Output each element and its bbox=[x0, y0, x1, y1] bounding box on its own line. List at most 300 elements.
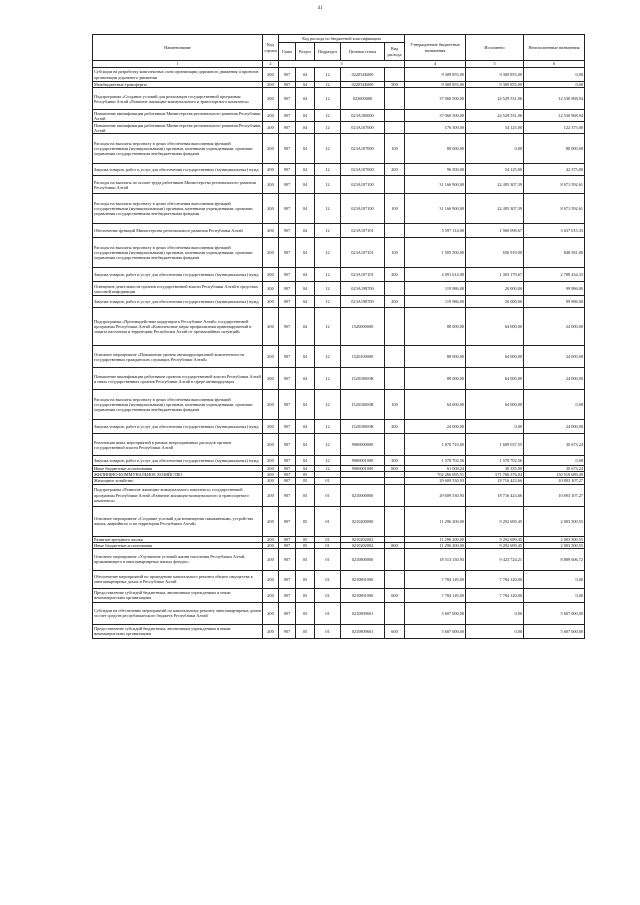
cell-name: Развитие арендного жилья bbox=[93, 536, 263, 542]
cell-target: 023A107000 bbox=[341, 164, 385, 176]
table-row bbox=[93, 484, 585, 506]
table-row bbox=[93, 164, 585, 176]
cell-razdel: 04 bbox=[296, 456, 315, 466]
cell-name: Субсидии на разработку комплексных схем организации дорожного движения и проектов организации дорожного движения bbox=[93, 68, 263, 82]
cell-approved: 88 000,00 bbox=[405, 368, 466, 390]
cell-unexecuted: 80 000,00 bbox=[524, 134, 585, 164]
cell-unexecuted: 2 003 500,55 bbox=[524, 536, 585, 542]
cell-vid bbox=[385, 176, 405, 194]
cell-approved: 37 060 500,00 bbox=[405, 88, 466, 110]
cell-glava: 907 bbox=[279, 88, 296, 110]
cell-podrazdel: 12 bbox=[315, 68, 341, 82]
table-row bbox=[93, 134, 585, 164]
cell-executed: 0,00 bbox=[466, 602, 524, 624]
cell-vid: 200 bbox=[385, 164, 405, 176]
cell-podrazdel: 01 bbox=[315, 484, 341, 506]
cell-glava: 907 bbox=[279, 164, 296, 176]
cell-name: Закупка товаров, работ и услуг для обеспечения государственных (муниципальных) нужд bbox=[93, 296, 263, 308]
cell-approved: 11 296 200,00 bbox=[405, 542, 466, 548]
cell-glava: 907 bbox=[279, 588, 296, 602]
cell-razdel: 04 bbox=[296, 194, 315, 224]
cell-razdel: 05 bbox=[296, 472, 315, 478]
cell-glava: 907 bbox=[279, 548, 296, 570]
cell-executed: 1 609 037,55 bbox=[466, 434, 524, 456]
cell-code: 200 bbox=[263, 194, 279, 224]
cell-code: 200 bbox=[263, 122, 279, 134]
cell-code: 200 bbox=[263, 68, 279, 82]
table-row bbox=[93, 456, 585, 466]
cell-unexecuted: 0,00 bbox=[524, 456, 585, 466]
cell-executed: 64 000,00 bbox=[466, 368, 524, 390]
cell-approved: 31 166 900,00 bbox=[405, 176, 466, 194]
cell-executed: 9 292 699,45 bbox=[466, 536, 524, 542]
cell-executed: 54 125,00 bbox=[466, 164, 524, 176]
table-body bbox=[93, 68, 585, 639]
cell-executed: 24 529 531,06 bbox=[466, 88, 524, 110]
table-row bbox=[93, 68, 585, 82]
cell-approved: 88 000,00 bbox=[405, 346, 466, 368]
cell-code: 200 bbox=[263, 390, 279, 420]
cell-podrazdel: 12 bbox=[315, 346, 341, 368]
cell-executed: 9 309 855,00 bbox=[466, 68, 524, 82]
col-podrazdel-header: Подраздел bbox=[315, 43, 341, 61]
cell-name: Основное мероприятие «Создание условий для возмещения скважинными, устройства жилья, аварийного и на территории Республики Алтай» bbox=[93, 506, 263, 536]
cell-podrazdel: 01 bbox=[315, 624, 341, 638]
cell-target: 152010000K bbox=[341, 390, 385, 420]
cell-approved: 11 296 200,00 bbox=[405, 536, 466, 542]
cell-target: 0210202002 bbox=[341, 536, 385, 542]
cell-razdel: 04 bbox=[296, 82, 315, 88]
cell-razdel: 04 bbox=[296, 176, 315, 194]
cell-executed: 0,00 bbox=[466, 420, 524, 434]
table-row bbox=[93, 434, 585, 456]
cell-glava: 907 bbox=[279, 542, 296, 548]
cell-code: 200 bbox=[263, 484, 279, 506]
cell-glava: 907 bbox=[279, 296, 296, 308]
budget-execution-table bbox=[92, 34, 585, 639]
cell-name: Подпрограмма «Создание условий для реализации государственной программы Республики Алтай «Развитие жилищно-коммунального и транспортного комплекса» bbox=[93, 88, 263, 110]
cell-vid bbox=[385, 282, 405, 296]
cell-glava: 907 bbox=[279, 434, 296, 456]
cell-glava: 907 bbox=[279, 110, 296, 122]
cell-glava: 907 bbox=[279, 472, 296, 478]
cell-unexecuted: 24 000,00 bbox=[524, 368, 585, 390]
cell-name: Закупка товаров, работ и услуг для обеспечения государственных (муниципальных) нужд bbox=[93, 456, 263, 466]
cell-vid bbox=[385, 110, 405, 122]
cell-approved: 31 166 900,00 bbox=[405, 194, 466, 224]
table-row bbox=[93, 602, 585, 624]
cell-executed: 0,00 bbox=[466, 134, 524, 164]
cell-approved: 5 607 000,00 bbox=[405, 602, 466, 624]
table-row bbox=[93, 296, 585, 308]
cell-name: Расходы на выплаты по оплате труда работников Министерства регионального развития Республики Алтай bbox=[93, 176, 263, 194]
cell-target: 023A107100 bbox=[341, 194, 385, 224]
page-number: 41 bbox=[317, 6, 323, 11]
cell-name: Подпрограмма «Противодействие коррупции в Республике Алтай» государственной программы Республики Алтай «Комплексные меры профилактики правонарушений и защита населения и территории Республики Алтай от чрезвычайных ситуаций» bbox=[93, 308, 263, 346]
cell-name: Подпрограмма «Развитие жилищно-коммунального комплекса» государственной программы Республики Алтай «Развитие жилищно-коммунального и транспортного комплекса» bbox=[93, 484, 263, 506]
cell-executed: 20 000,00 bbox=[466, 296, 524, 308]
cell-approved: 4 091 614,00 bbox=[405, 268, 466, 282]
cell-executed: 9 423 724,21 bbox=[466, 548, 524, 570]
cell-unexecuted: 99 986,00 bbox=[524, 282, 585, 296]
cell-code: 200 bbox=[263, 420, 279, 434]
cell-podrazdel: 12 bbox=[315, 176, 341, 194]
cell-target: 9900000000 bbox=[341, 434, 385, 456]
cell-name: Закупка товаров, работ и услуг для обеспечения государственных (муниципальных) нужд bbox=[93, 164, 263, 176]
cell-executed: 22 495 307,39 bbox=[466, 176, 524, 194]
cell-target: 023A107000 bbox=[341, 122, 385, 134]
cell-razdel: 04 bbox=[296, 268, 315, 282]
cell-approved: 7 784 120,00 bbox=[405, 570, 466, 588]
cell-target: 022054Б000 bbox=[341, 82, 385, 88]
cell-approved: 5 607 000,00 bbox=[405, 624, 466, 638]
cell-code: 200 bbox=[263, 176, 279, 194]
cell-approved: 119 986,00 bbox=[405, 296, 466, 308]
cell-target: 152010000K bbox=[341, 420, 385, 434]
cell-name: Предоставление субсидий бюджетным, автономным учреждениям и иным некоммерческим организациям bbox=[93, 588, 263, 602]
cell-approved: 9 309 855,00 bbox=[405, 68, 466, 82]
cell-executed: 7 784 120,00 bbox=[466, 570, 524, 588]
cell-code: 200 bbox=[263, 296, 279, 308]
table-row bbox=[93, 238, 585, 268]
cell-code: 200 bbox=[263, 164, 279, 176]
cell-unexecuted: 24 000,00 bbox=[524, 308, 585, 346]
cell-razdel: 05 bbox=[296, 548, 315, 570]
cell-razdel: 04 bbox=[296, 110, 315, 122]
cell-unexecuted: 12 530 968,94 bbox=[524, 88, 585, 110]
cell-name: Субсидии на обеспечение мероприятий по капитальному ремонту многоквартирных домов за счет средств республиканского бюджета Республики Алтай bbox=[93, 602, 263, 624]
table-row bbox=[93, 110, 585, 122]
cell-name: Расходы на выплаты персоналу в целях обеспечения выполнения функций государственными (муниципальными) органами, казенными учреждениями, органами управления государственными внебюджетными фондами bbox=[93, 194, 263, 224]
cell-name: Освещение деятельности органов государственной власти Республики Алтай в средствах массовой информации bbox=[93, 282, 263, 296]
cell-target: 023A198700 bbox=[341, 296, 385, 308]
cell-code: 200 bbox=[263, 588, 279, 602]
cell-approved: 18 313 330,93 bbox=[405, 548, 466, 570]
cell-unexecuted: 5 607 000,00 bbox=[524, 602, 585, 624]
cell-razdel: 04 bbox=[296, 164, 315, 176]
cell-podrazdel: 12 bbox=[315, 420, 341, 434]
cell-podrazdel: 12 bbox=[315, 296, 341, 308]
col-index: 5 bbox=[466, 61, 524, 68]
cell-code: 200 bbox=[263, 478, 279, 484]
cell-approved: 5 597 114,00 bbox=[405, 224, 466, 238]
cell-executed: 9 309 855,00 bbox=[466, 82, 524, 88]
cell-glava: 907 bbox=[279, 194, 296, 224]
cell-glava: 907 bbox=[279, 466, 296, 472]
col-code-header: Код строки bbox=[263, 35, 279, 61]
col-vid-header: Вид расхода bbox=[385, 43, 405, 61]
cell-approved: 1 578 702,56 bbox=[405, 456, 466, 466]
cell-vid: 200 bbox=[385, 268, 405, 282]
cell-code: 200 bbox=[263, 472, 279, 478]
cell-glava: 907 bbox=[279, 506, 296, 536]
cell-target: 023A107101 bbox=[341, 238, 385, 268]
cell-glava: 907 bbox=[279, 238, 296, 268]
col-razdel-header: Раздел bbox=[296, 43, 315, 61]
cell-approved: 29 609 530,93 bbox=[405, 478, 466, 484]
cell-executed: 656 919,00 bbox=[466, 238, 524, 268]
cell-unexecuted: 24 000,00 bbox=[524, 346, 585, 368]
cell-approved: 24 000,00 bbox=[405, 420, 466, 434]
cell-podrazdel: 12 bbox=[315, 434, 341, 456]
cell-podrazdel: 01 bbox=[315, 478, 341, 484]
cell-podrazdel: 12 bbox=[315, 238, 341, 268]
cell-vid: 800 bbox=[385, 466, 405, 472]
cell-podrazdel: 12 bbox=[315, 390, 341, 420]
cell-podrazdel: 12 bbox=[315, 164, 341, 176]
cell-approved: 96 500,00 bbox=[405, 164, 466, 176]
cell-podrazdel: 12 bbox=[315, 282, 341, 296]
cell-podrazdel: 12 bbox=[315, 308, 341, 346]
cell-target: 9900001000 bbox=[341, 456, 385, 466]
cell-podrazdel: 01 bbox=[315, 602, 341, 624]
cell-vid bbox=[385, 506, 405, 536]
cell-unexecuted: 8 671 592,61 bbox=[524, 194, 585, 224]
cell-glava: 907 bbox=[279, 484, 296, 506]
cell-target: 0210801000 bbox=[341, 570, 385, 588]
cell-executed: 18 716 423,66 bbox=[466, 478, 524, 484]
cell-name: Основное мероприятие «Улучшение условий жизни населения Республики Алтай, проживающего в многоквартирных жилых фондах» bbox=[93, 548, 263, 570]
cell-unexecuted: 24 000,00 bbox=[524, 420, 585, 434]
cell-podrazdel: 12 bbox=[315, 456, 341, 466]
cell-code: 200 bbox=[263, 570, 279, 588]
table-row bbox=[93, 122, 585, 134]
cell-approved: 702 266 695,51 bbox=[405, 472, 466, 478]
cell-approved: 37 060 500,00 bbox=[405, 110, 466, 122]
col-index: 2 bbox=[263, 61, 279, 68]
cell-glava: 907 bbox=[279, 478, 296, 484]
cell-razdel: 04 bbox=[296, 238, 315, 268]
cell-code: 200 bbox=[263, 536, 279, 542]
cell-vid: 600 bbox=[385, 624, 405, 638]
cell-executed: 30 335,00 bbox=[466, 466, 524, 472]
table-row bbox=[93, 268, 585, 282]
cell-executed: 64 000,00 bbox=[466, 308, 524, 346]
table-row bbox=[93, 346, 585, 368]
cell-vid bbox=[385, 434, 405, 456]
cell-razdel: 05 bbox=[296, 602, 315, 624]
cell-vid: 200 bbox=[385, 456, 405, 466]
cell-executed: 1 303 179,67 bbox=[466, 268, 524, 282]
cell-unexecuted: 30 673,24 bbox=[524, 466, 585, 472]
cell-razdel: 05 bbox=[296, 484, 315, 506]
cell-podrazdel: 12 bbox=[315, 194, 341, 224]
cell-razdel: 04 bbox=[296, 390, 315, 420]
cell-target: 022054Б000 bbox=[341, 68, 385, 82]
table-row bbox=[93, 420, 585, 434]
cell-unexecuted: 3 637 015,33 bbox=[524, 224, 585, 238]
cell-glava: 907 bbox=[279, 456, 296, 466]
cell-code: 200 bbox=[263, 268, 279, 282]
cell-unexecuted: 12 530 968,94 bbox=[524, 110, 585, 122]
cell-approved: 80 000,00 bbox=[405, 134, 466, 164]
cell-code: 200 bbox=[263, 82, 279, 88]
cell-podrazdel: 12 bbox=[315, 110, 341, 122]
cell-razdel: 04 bbox=[296, 308, 315, 346]
cell-name: Повышение квалификации работников Министерства регионального развития Республики Алтай bbox=[93, 122, 263, 134]
cell-podrazdel: 12 bbox=[315, 82, 341, 88]
col-target-header: Целевая статья bbox=[341, 43, 385, 61]
cell-approved: 1 505 500,00 bbox=[405, 238, 466, 268]
cell-razdel: 05 bbox=[296, 588, 315, 602]
cell-razdel: 04 bbox=[296, 434, 315, 456]
cell-code: 200 bbox=[263, 434, 279, 456]
cell-glava: 907 bbox=[279, 68, 296, 82]
cell-code: 200 bbox=[263, 624, 279, 638]
col-name-header: Наименование bbox=[93, 35, 263, 61]
cell-vid: 100 bbox=[385, 194, 405, 224]
cell-code: 200 bbox=[263, 506, 279, 536]
cell-unexecuted: 0,00 bbox=[524, 588, 585, 602]
cell-vid bbox=[385, 122, 405, 134]
cell-name: Предоставление субсидий бюджетным, автономным учреждениям и иным некоммерческим организациям bbox=[93, 624, 263, 638]
cell-target: 0210801000 bbox=[341, 588, 385, 602]
col-budget-class-header: Код расхода по бюджетной классификации bbox=[279, 35, 405, 43]
cell-unexecuted: 8 671 592,61 bbox=[524, 176, 585, 194]
cell-unexecuted: 0,00 bbox=[524, 68, 585, 82]
col-index: 4 bbox=[405, 61, 466, 68]
cell-glava: 907 bbox=[279, 176, 296, 194]
cell-unexecuted: 0,00 bbox=[524, 570, 585, 588]
cell-executed: 9 292 699,45 bbox=[466, 506, 524, 536]
col-unexecuted-header: Неисполненные назначения bbox=[524, 35, 585, 61]
cell-target: 0210809601 bbox=[341, 602, 385, 624]
col-glava-header: Глава bbox=[279, 43, 296, 61]
cell-glava: 907 bbox=[279, 122, 296, 134]
cell-name: ЖИЛИЩНО-КОММУНАЛЬНОЕ ХОЗЯЙСТВО bbox=[93, 472, 263, 478]
cell-glava: 907 bbox=[279, 282, 296, 296]
cell-name: Реализация иных мероприятий в рамках непрограммных расходов органов государственной власти Республики Алтай bbox=[93, 434, 263, 456]
column-index-row bbox=[93, 61, 585, 68]
cell-name: Межбюджетные трансферты bbox=[93, 82, 263, 88]
cell-target: 023A107101 bbox=[341, 268, 385, 282]
cell-glava: 907 bbox=[279, 390, 296, 420]
cell-target: 9900001000 bbox=[341, 466, 385, 472]
cell-executed: 54 125,00 bbox=[466, 122, 524, 134]
cell-podrazdel: 01 bbox=[315, 548, 341, 570]
table-row bbox=[93, 194, 585, 224]
cell-executed: 571 766 376,04 bbox=[466, 472, 524, 478]
cell-name: Обеспечение мероприятий по проведению капитального ремонта общего имущества в многоквартирных домах в Республике Алтай bbox=[93, 570, 263, 588]
cell-glava: 907 bbox=[279, 268, 296, 282]
cell-podrazdel: 12 bbox=[315, 122, 341, 134]
cell-razdel: 05 bbox=[296, 536, 315, 542]
cell-razdel: 04 bbox=[296, 466, 315, 472]
cell-name: Закупка товаров, работ и услуг для обеспечения государственных (муниципальных) нужд bbox=[93, 420, 263, 434]
cell-razdel: 04 bbox=[296, 68, 315, 82]
cell-name: Расходы на выплаты персоналу в целях обеспечения выполнения функций государственными (муниципальными) органами, казенными учреждениями, органами управления государственными внебюджетными фондами bbox=[93, 238, 263, 268]
cell-unexecuted: 10 893 107,27 bbox=[524, 478, 585, 484]
cell-target: 023A107000 bbox=[341, 134, 385, 164]
cell-podrazdel: 01 bbox=[315, 536, 341, 542]
cell-razdel: 04 bbox=[296, 368, 315, 390]
cell-target: 023A100000 bbox=[341, 110, 385, 122]
table-row bbox=[93, 570, 585, 588]
cell-glava: 907 bbox=[279, 308, 296, 346]
cell-razdel: 05 bbox=[296, 506, 315, 536]
table-row bbox=[93, 588, 585, 602]
cell-unexecuted: 99 986,00 bbox=[524, 296, 585, 308]
cell-vid: 100 bbox=[385, 134, 405, 164]
cell-code: 200 bbox=[263, 368, 279, 390]
cell-podrazdel: 01 bbox=[315, 570, 341, 588]
cell-executed: 1 578 702,56 bbox=[466, 456, 524, 466]
cell-vid: 200 bbox=[385, 296, 405, 308]
cell-unexecuted: 30 673,24 bbox=[524, 434, 585, 456]
cell-glava: 907 bbox=[279, 602, 296, 624]
cell-vid bbox=[385, 88, 405, 110]
cell-name: Жилищное хозяйство bbox=[93, 478, 263, 484]
table-row bbox=[93, 506, 585, 536]
cell-razdel: 05 bbox=[296, 624, 315, 638]
cell-vid: 100 bbox=[385, 390, 405, 420]
col-executed-header: Исполнено bbox=[466, 35, 524, 61]
cell-target: 0210000000 bbox=[341, 484, 385, 506]
cell-razdel: 04 bbox=[296, 296, 315, 308]
cell-name: Иные бюджетные ассигнования bbox=[93, 542, 263, 548]
cell-glava: 907 bbox=[279, 570, 296, 588]
cell-name: Расходы на выплаты персоналу в целях обеспечения выполнения функций государственными (муниципальными) органами, казенными учреждениями, органами управления государственными внебюджетными фондами bbox=[93, 390, 263, 420]
cell-vid: 100 bbox=[385, 238, 405, 268]
cell-executed: 22 495 307,39 bbox=[466, 194, 524, 224]
cell-unexecuted: 5 607 000,00 bbox=[524, 624, 585, 638]
cell-glava: 907 bbox=[279, 346, 296, 368]
cell-unexecuted: 0,00 bbox=[524, 390, 585, 420]
cell-unexecuted: 2 003 500,55 bbox=[524, 506, 585, 536]
cell-code: 200 bbox=[263, 282, 279, 296]
cell-approved: 11 296 200,00 bbox=[405, 506, 466, 536]
cell-razdel: 04 bbox=[296, 122, 315, 134]
cell-approved: 119 986,00 bbox=[405, 282, 466, 296]
cell-target: 0210809601 bbox=[341, 624, 385, 638]
cell-approved: 176 500,00 bbox=[405, 122, 466, 134]
cell-vid bbox=[385, 548, 405, 570]
cell-podrazdel: 01 bbox=[315, 588, 341, 602]
cell-target: 023A198700 bbox=[341, 282, 385, 296]
cell-approved: 88 000,00 bbox=[405, 308, 466, 346]
cell-name: Повышение квалификации работников органов государственной власти Республики Алтай и иных государственных органов Республики Алтай в сфере антикоррупции bbox=[93, 368, 263, 390]
cell-executed: 1 960 098,67 bbox=[466, 224, 524, 238]
cell-target: 0210200000 bbox=[341, 506, 385, 536]
cell-name: Закупка товаров, работ и услуг для обеспечения государственных (муниципальных) нужд bbox=[93, 268, 263, 282]
col-index: 3 bbox=[279, 61, 405, 68]
cell-code: 200 bbox=[263, 456, 279, 466]
cell-glava: 907 bbox=[279, 134, 296, 164]
cell-razdel: 04 bbox=[296, 224, 315, 238]
cell-code: 200 bbox=[263, 88, 279, 110]
cell-target: 0210800000 bbox=[341, 548, 385, 570]
table-row bbox=[93, 624, 585, 638]
cell-target: 0210202002 bbox=[341, 542, 385, 548]
table-row bbox=[93, 224, 585, 238]
cell-podrazdel: 01 bbox=[315, 506, 341, 536]
cell-unexecuted: 2 003 500,55 bbox=[524, 542, 585, 548]
cell-vid bbox=[385, 308, 405, 346]
cell-name: Повышение квалификации работников Министерства регионального развития Республики Алтай bbox=[93, 110, 263, 122]
cell-target: 023A107101 bbox=[341, 224, 385, 238]
cell-unexecuted: 848 581,00 bbox=[524, 238, 585, 268]
cell-executed: 64 000,00 bbox=[466, 346, 524, 368]
table-header bbox=[93, 35, 585, 68]
table-row bbox=[93, 308, 585, 346]
cell-approved: 1 670 710,00 bbox=[405, 434, 466, 456]
cell-glava: 907 bbox=[279, 624, 296, 638]
cell-podrazdel: 01 bbox=[315, 542, 341, 548]
cell-name: Обеспечение функций Министерства регионального развития Республики Алтай bbox=[93, 224, 263, 238]
cell-code: 200 bbox=[263, 308, 279, 346]
table-row bbox=[93, 88, 585, 110]
cell-glava: 907 bbox=[279, 368, 296, 390]
